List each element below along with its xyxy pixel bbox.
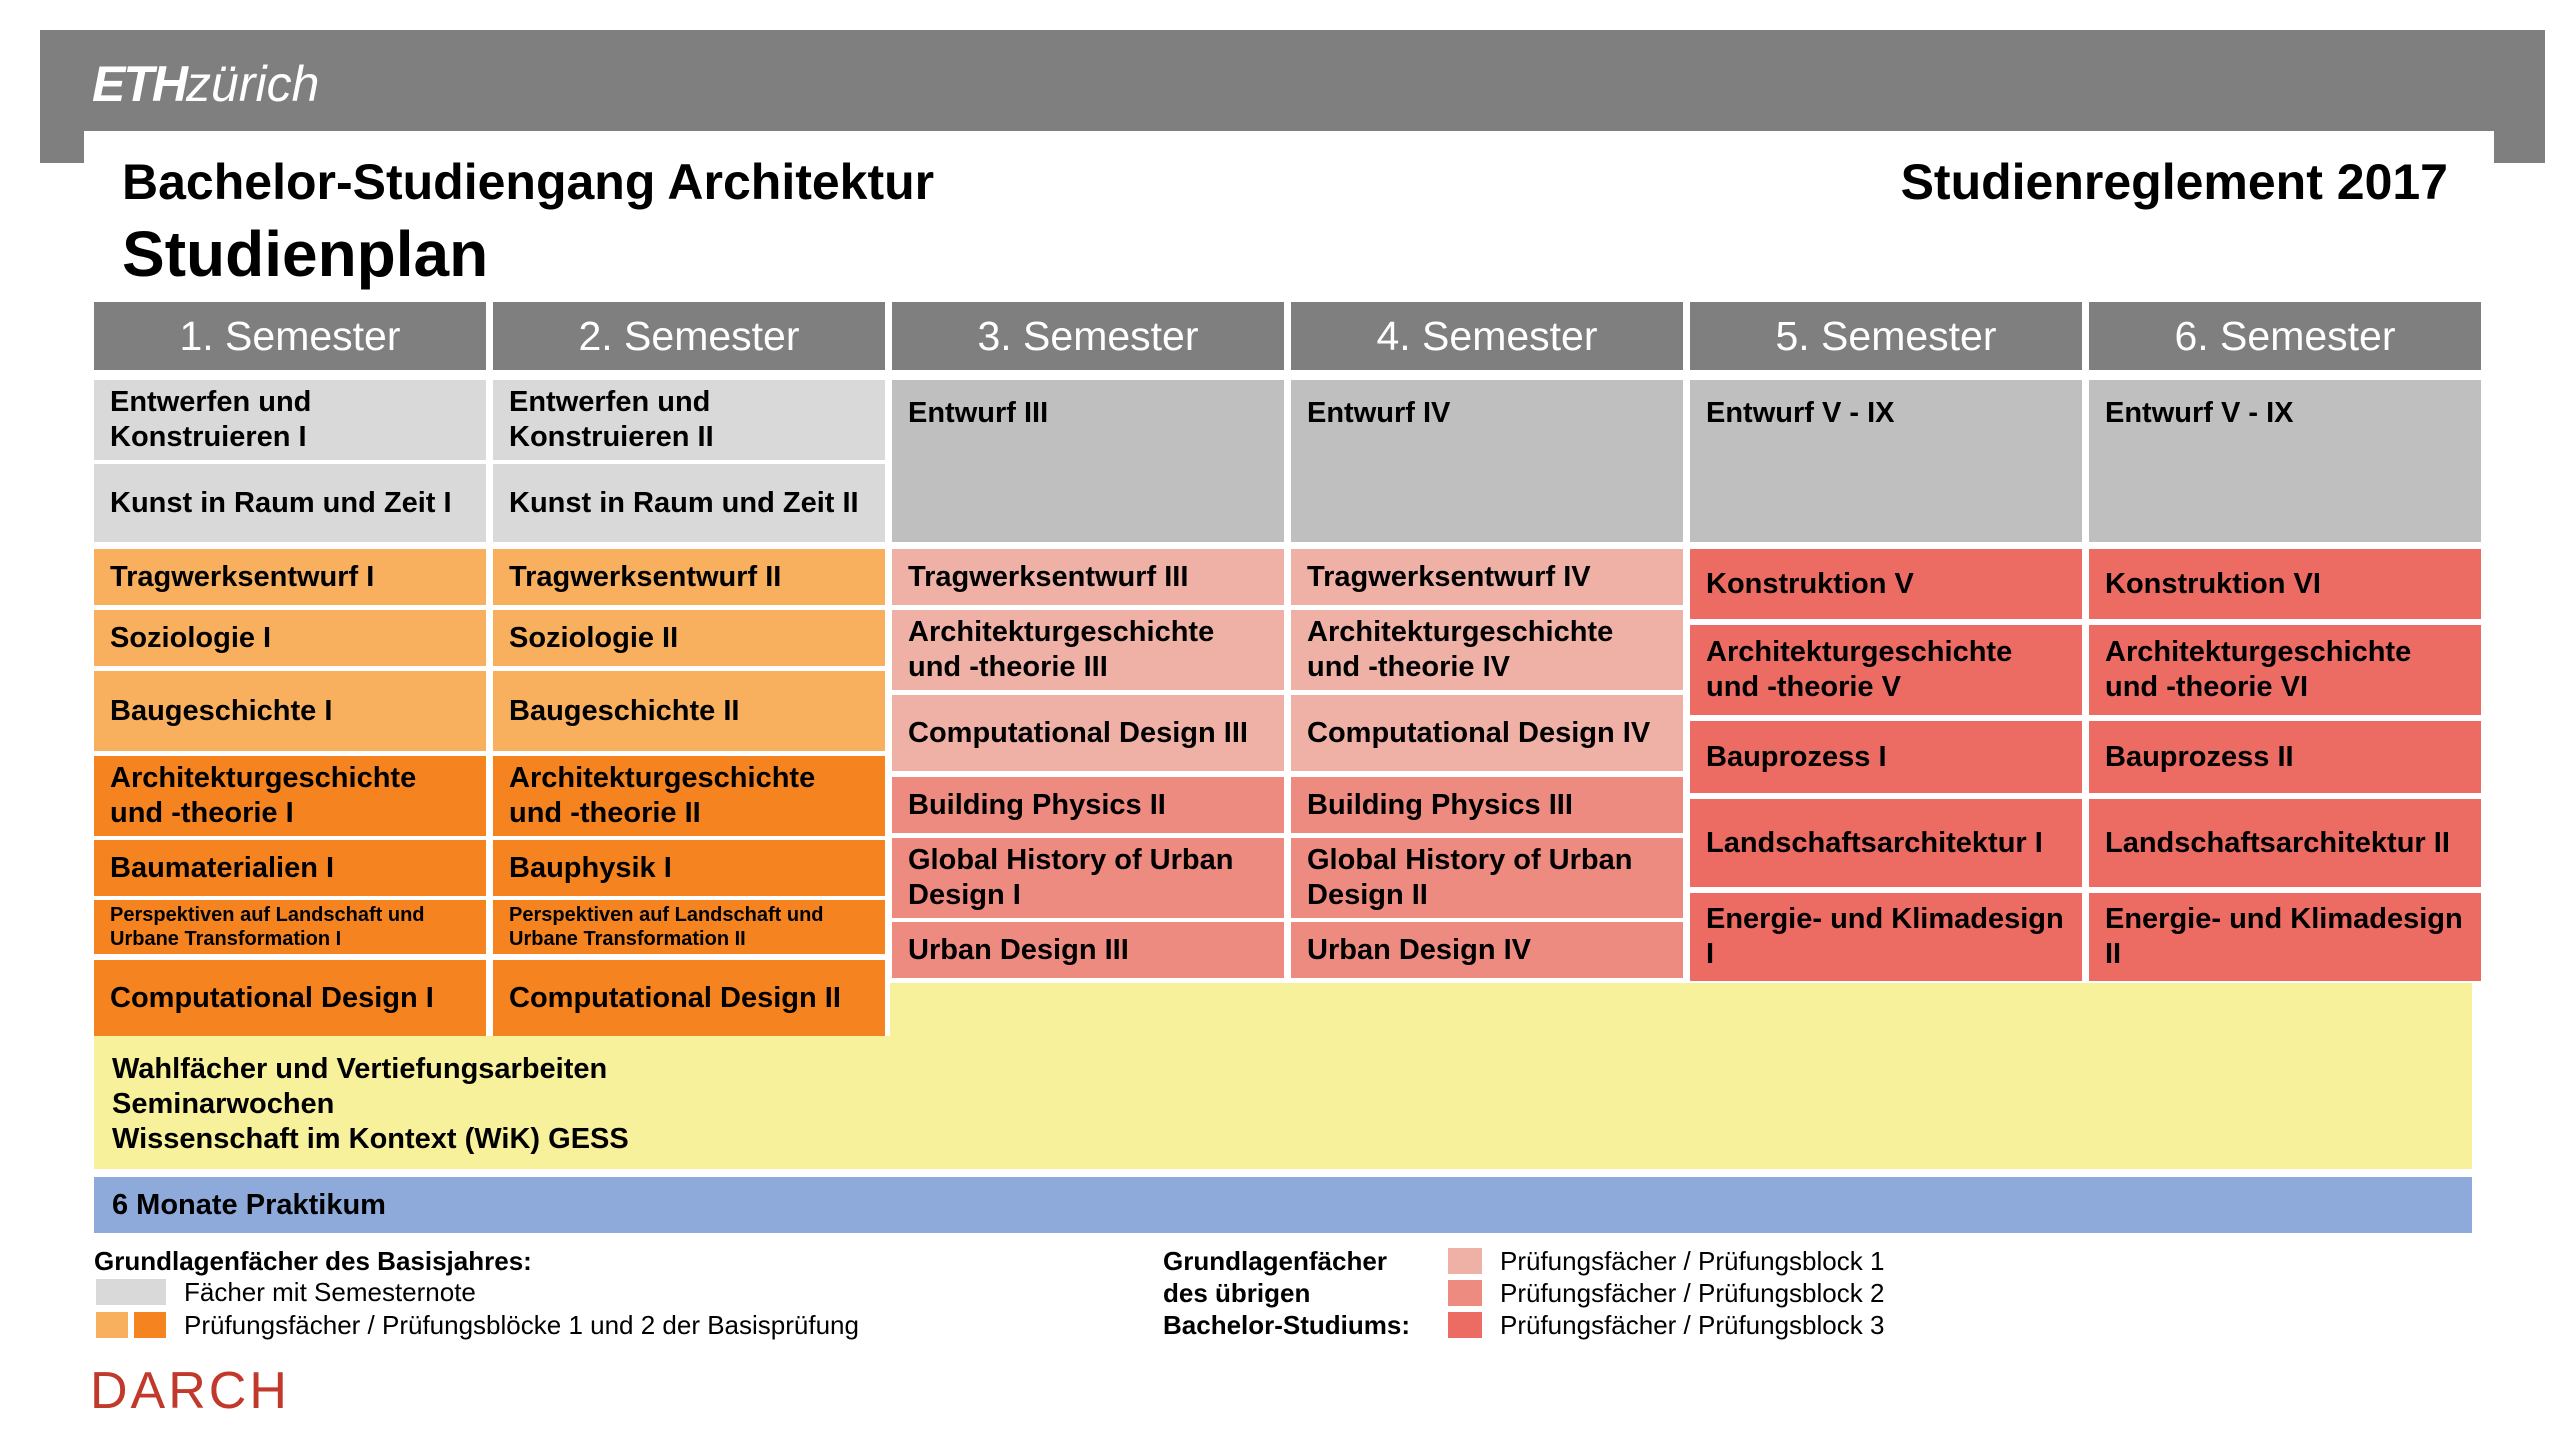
course-cell: Baugeschichte II xyxy=(493,671,885,751)
semester-header-5: 5. Semester xyxy=(1690,302,2082,370)
course-cell: Kunst in Raum und Zeit II xyxy=(493,464,885,542)
course-cell: Computational Design III xyxy=(892,695,1284,771)
course-cell: Bauprozess I xyxy=(1690,721,2082,793)
legend-rest-item: Prüfungsfächer / Prüfungsblock 3 xyxy=(1500,1310,1885,1340)
legend-basis-item: Fächer mit Semesternote xyxy=(184,1277,476,1307)
program-title: Bachelor-Studiengang Architektur xyxy=(122,154,935,210)
course-cell: Landschaftsarchitektur II xyxy=(2089,799,2481,887)
legend-swatch-block3 xyxy=(1448,1312,1482,1338)
course-cell: Entwurf V - IX xyxy=(1690,380,2082,542)
course-cell: Architekturgeschichte und -theorie IV xyxy=(1291,610,1683,690)
course-cell: Computational Design II xyxy=(493,960,885,1036)
page-title: Studienplan xyxy=(122,218,489,290)
course-cell: Konstruktion V xyxy=(1690,549,2082,619)
legend-rest-title: des übrigen xyxy=(1163,1278,1311,1308)
semester-header-1: 1. Semester xyxy=(94,302,486,370)
legend-swatch-dark-orange xyxy=(134,1312,166,1338)
semester-header-2: 2. Semester xyxy=(493,302,885,370)
regulation-title: Studienreglement 2017 xyxy=(1900,154,2448,210)
internship-block: 6 Monate Praktikum xyxy=(94,1177,2472,1233)
legend-swatch-block1 xyxy=(1448,1248,1482,1274)
course-cell: Building Physics III xyxy=(1291,777,1683,833)
electives-block xyxy=(94,1036,2472,1169)
course-cell: Tragwerksentwurf I xyxy=(94,549,486,605)
course-cell: Architekturgeschichte und -theorie I xyxy=(94,756,486,836)
legend-swatch-gray xyxy=(96,1279,166,1305)
electives-line: Wahlfächer und Vertiefungsarbeiten xyxy=(112,1053,608,1085)
course-cell: Soziologie II xyxy=(493,610,885,666)
eth-zurich-logo: ETHzürich xyxy=(92,56,320,112)
course-cell: Konstruktion VI xyxy=(2089,549,2481,619)
course-cell: Urban Design III xyxy=(892,922,1284,978)
course-cell: Computational Design I xyxy=(94,960,486,1036)
legend-rest-title: Grundlagenfächer xyxy=(1163,1246,1387,1276)
course-cell: Energie- und Klimadesign I xyxy=(1690,893,2082,981)
darch-logo: DARCH xyxy=(90,1362,290,1420)
course-cell: Tragwerksentwurf IV xyxy=(1291,549,1683,605)
legend-swatch-light-orange xyxy=(96,1312,128,1338)
course-cell: Computational Design IV xyxy=(1291,695,1683,771)
electives-line: Seminarwochen xyxy=(112,1088,335,1120)
course-cell: Building Physics II xyxy=(892,777,1284,833)
legend-basis-title: Grundlagenfächer des Basisjahres: xyxy=(94,1246,532,1276)
course-cell: Entwurf III xyxy=(892,380,1284,542)
course-cell: Bauprozess II xyxy=(2089,721,2481,793)
course-cell: Bauphysik I xyxy=(493,840,885,896)
course-cell: Perspektiven auf Landschaft und Urbane Transformation I xyxy=(94,900,486,954)
course-cell: Baugeschichte I xyxy=(94,671,486,751)
legend-basis-item: Prüfungsfächer / Prüfungsblöcke 1 und 2 der Basisprüfung xyxy=(184,1310,859,1340)
course-cell: Architekturgeschichte und -theorie V xyxy=(1690,625,2082,715)
course-cell: Landschaftsarchitektur I xyxy=(1690,799,2082,887)
course-cell: Entwurf V - IX xyxy=(2089,380,2481,542)
legend-swatch-block2 xyxy=(1448,1280,1482,1306)
course-cell: Architekturgeschichte und -theorie III xyxy=(892,610,1284,690)
electives-line: Wissenschaft im Kontext (WiK) GESS xyxy=(112,1123,629,1155)
course-cell: Architekturgeschichte und -theorie II xyxy=(493,756,885,836)
legend-rest-item: Prüfungsfächer / Prüfungsblock 1 xyxy=(1500,1246,1885,1276)
course-cell: Urban Design IV xyxy=(1291,922,1683,978)
legend-rest-item: Prüfungsfächer / Prüfungsblock 2 xyxy=(1500,1278,1885,1308)
course-cell: Kunst in Raum und Zeit I xyxy=(94,464,486,542)
course-cell: Baumaterialien I xyxy=(94,840,486,896)
course-cell: Tragwerksentwurf II xyxy=(493,549,885,605)
course-cell: Global History of Urban Design II xyxy=(1291,838,1683,918)
course-cell: Soziologie I xyxy=(94,610,486,666)
course-cell: Entwurf IV xyxy=(1291,380,1683,542)
course-cell: Entwerfen und Konstruieren II xyxy=(493,380,885,460)
course-cell: Energie- und Klimadesign II xyxy=(2089,893,2481,981)
semester-header-6: 6. Semester xyxy=(2089,302,2481,370)
semester-header-4: 4. Semester xyxy=(1291,302,1683,370)
legend-rest-title: Bachelor-Studiums: xyxy=(1163,1310,1411,1340)
course-cell: Perspektiven auf Landschaft und Urbane Transformation II xyxy=(493,900,885,954)
course-cell: Architekturgeschichte und -theorie VI xyxy=(2089,625,2481,715)
electives-block-extension xyxy=(890,983,2472,1043)
semester-header-3: 3. Semester xyxy=(892,302,1284,370)
course-cell: Global History of Urban Design I xyxy=(892,838,1284,918)
course-cell: Entwerfen und Konstruieren I xyxy=(94,380,486,460)
course-cell: Tragwerksentwurf III xyxy=(892,549,1284,605)
